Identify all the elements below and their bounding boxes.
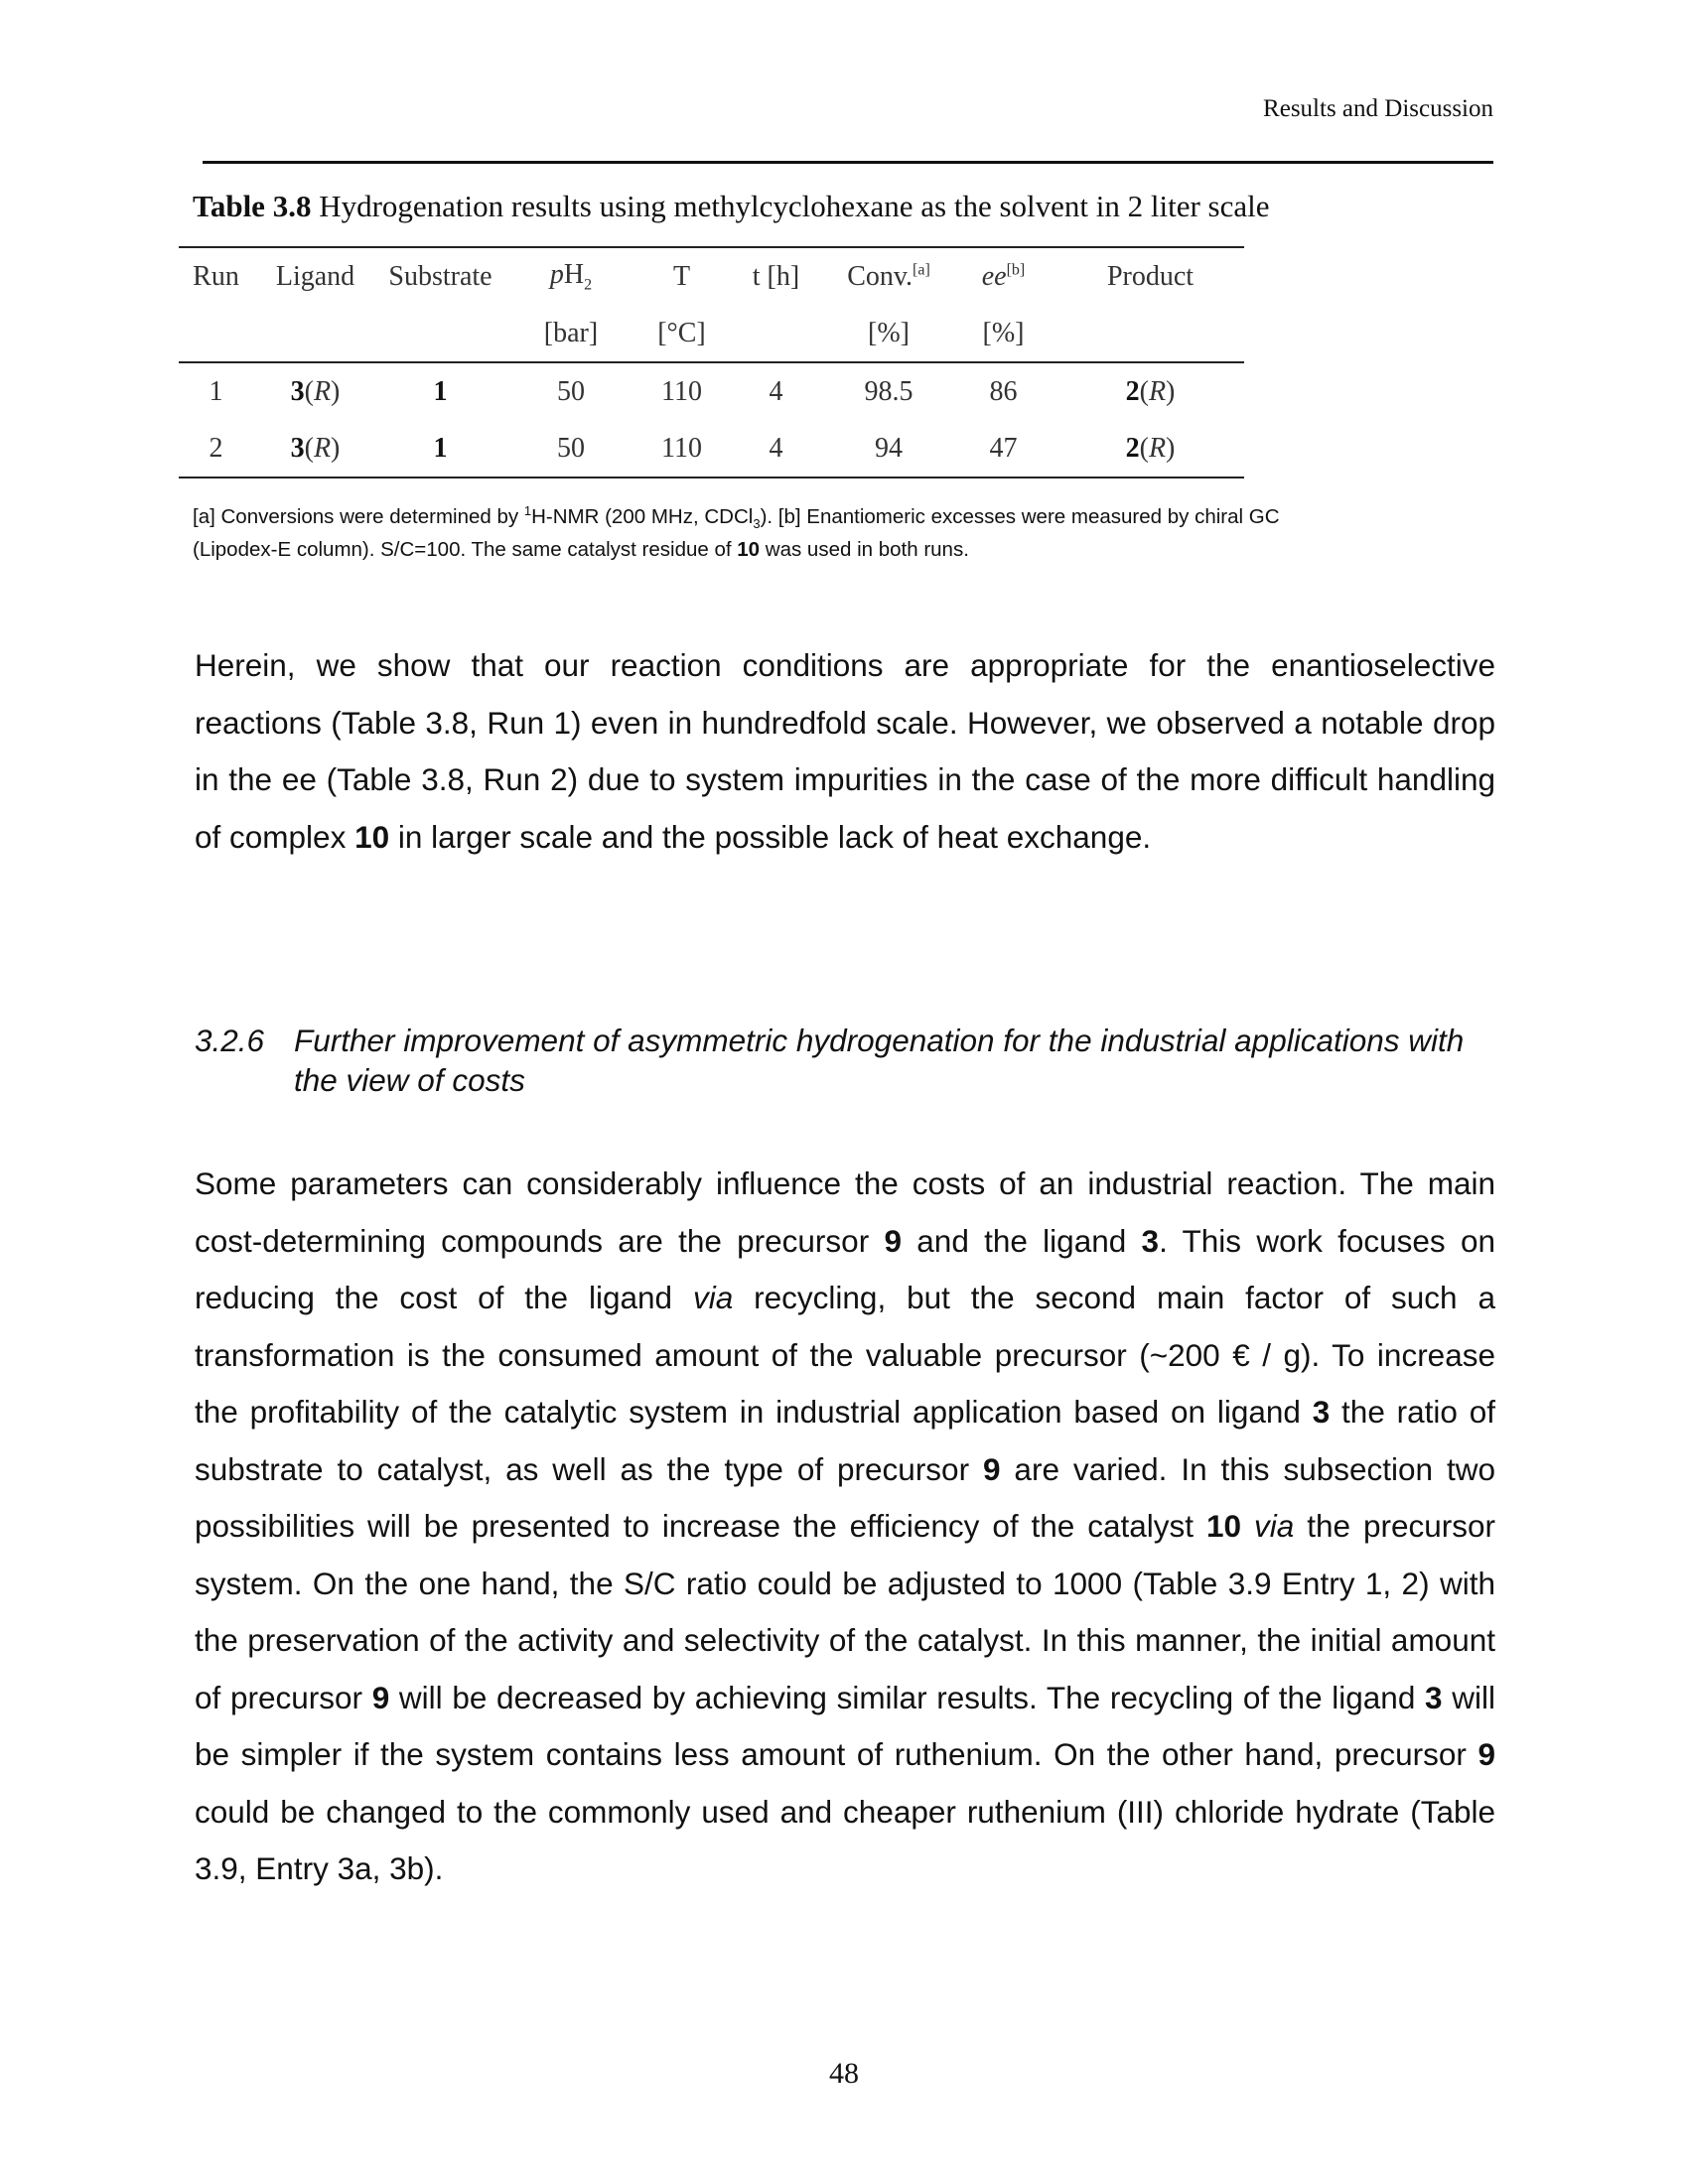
- footnote-ref-b: [b]: [1006, 261, 1026, 279]
- cell-product: 2(R): [1056, 420, 1244, 478]
- col-header-conversion: Conv.[a]: [827, 247, 950, 305]
- col-header-time: t [h]: [725, 247, 827, 305]
- col-header-ligand: Ligand: [253, 247, 377, 305]
- cell-run: 2: [179, 420, 253, 478]
- body-paragraph-1: Herein, we show that our reaction conditions are appropriate for the enantioselective reactions (Table 3.8, Run 1) even in hundredfold scale. However, we observed a notable drop in the ee (Table 3.8, Run 2) due to system impurities in the case of the more difficult handling of complex 10 in larger scale and the possible lack of heat exchange.: [195, 647, 1495, 855]
- unit-conversion: [%]: [827, 305, 950, 362]
- unit-temperature: [°C]: [638, 305, 725, 362]
- cell-substrate: 1: [433, 375, 448, 407]
- unit-ee: [%]: [950, 305, 1056, 362]
- footnote-ref-a: [a]: [913, 261, 930, 279]
- table-caption-label: Table 3.8: [193, 189, 312, 223]
- col-header-temperature: T: [638, 247, 725, 305]
- table-row: [179, 420, 1244, 478]
- cell-temperature: 110: [638, 420, 725, 478]
- section-number: 3.2.6: [195, 1023, 265, 1058]
- col-header-substrate: Substrate: [377, 247, 503, 305]
- page-number: 48: [829, 2057, 859, 2090]
- cell-ligand: 3(R): [253, 420, 377, 478]
- section-title: Further improvement of asymmetric hydrogenation for the industrial applications with the view of costs: [294, 1023, 1465, 1098]
- header-divider: [203, 161, 1493, 164]
- cell-substrate: 1: [377, 420, 503, 478]
- unit-ph2: [bar]: [503, 305, 638, 362]
- table-row: [179, 362, 1244, 420]
- cell-ligand: 3(R): [290, 375, 341, 407]
- cell-ph2: 50: [557, 375, 585, 407]
- cell-temperature: 110: [661, 375, 702, 407]
- cell-time: 4: [769, 375, 783, 407]
- col-header-ee: ee[b]: [950, 247, 1056, 305]
- running-header: Results and Discussion: [1263, 95, 1493, 122]
- table-footnote: [a] Conversions were determined by $^1$H-NMR (200 MHz, CDCl$_3$). [b] Enantiomeric excesses were measured by chiral GC (Lipodex-E column). S/C=100. The same catalyst residue of 10 was used in both runs.: [193, 503, 1280, 561]
- body-paragraph-2: Some parameters can considerably influence the costs of an industrial reaction. The main cost-determining compounds are the precursor 9 and the ligand 3. This work focuses on reducing the cost of the ligand via recycling, but the second main factor of such a transformation is the consumed amount of the valuable precursor (~200 € / g). To increase the profitability of the catalytic system in industrial application based on ligand 3 the ratio of substrate to catalyst, as well as the type of precursor 9 are varied. In this subsection two possibilities will be presented to increase the efficiency of the catalyst 10 via the precursor system. On the one hand, the S/C ratio could be adjusted to 1000 (Table 3.9 Entry 1, 2) with the preservation of the activity and selectivity of the catalyst. In this manner, the initial amount of precursor 9 will be decreased by achieving similar results. The recycling of the ligand 3 will be simpler if the system contains less amount of ruthenium. On the other hand, precursor 9 could be changed to the commonly used and cheaper ruthenium (III) chloride hydrate (Table 3.9, Entry 3a, 3b).: [195, 1165, 1495, 1886]
- col-header-run: Run: [179, 247, 253, 305]
- cell-conversion: 94: [827, 420, 950, 478]
- table-unit-row: [179, 305, 1244, 362]
- results-table: [179, 246, 1244, 478]
- table-caption-text: Hydrogenation results using methylcyclohexane as the solvent in 2 liter scale: [311, 189, 1270, 223]
- cell-product: 2(R): [1125, 375, 1176, 407]
- table-caption: [193, 189, 1270, 224]
- cell-ee: 47: [950, 420, 1056, 478]
- cell-run: 1: [209, 375, 223, 407]
- cell-ee: 86: [989, 375, 1018, 407]
- cell-time: 4: [725, 420, 827, 478]
- cell-conversion: 98.5: [864, 375, 914, 407]
- cell-ph2: 50: [503, 420, 638, 478]
- table-header-row: [179, 247, 1244, 305]
- section-heading: [195, 1021, 1505, 1100]
- col-header-ph2: $pH_2$: [503, 247, 638, 305]
- col-header-product: Product: [1056, 247, 1244, 305]
